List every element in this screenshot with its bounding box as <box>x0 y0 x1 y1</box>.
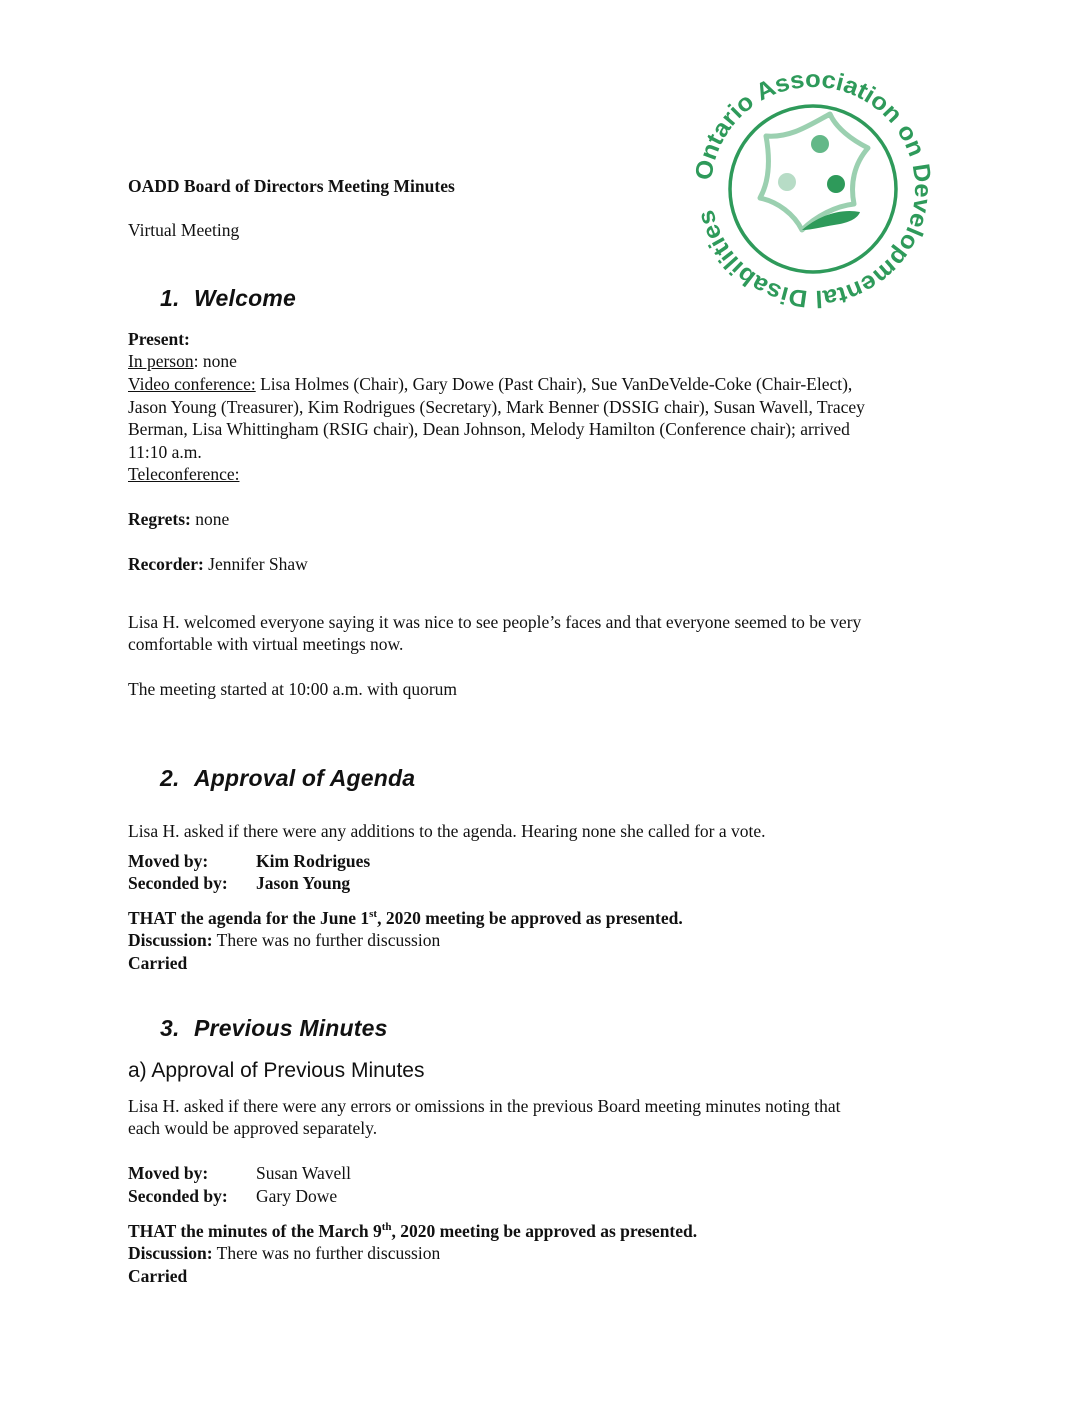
recorder-value: Jennifer Shaw <box>203 554 308 574</box>
section-heading-welcome <box>160 287 296 310</box>
minutes-paragraph-line-1: Lisa H. asked if there were any errors or omissions in the previous Board meeting minutes noting that <box>128 1096 841 1116</box>
minutes-result: Carried <box>128 1266 188 1286</box>
section-title: Welcome <box>194 285 296 311</box>
motion-text: THAT the minutes of the March 9 <box>128 1221 382 1241</box>
in-person-value: : none <box>193 351 237 371</box>
moved-by-value: Susan Wavell <box>256 1163 351 1183</box>
moved-by-row <box>128 850 370 873</box>
oadd-logo <box>690 66 936 312</box>
seconded-by-value: Jason Young <box>256 873 351 893</box>
discussion-label: Discussion: <box>128 1243 213 1263</box>
discussion-value: There was no further discussion <box>212 1243 441 1263</box>
video-line-4: 11:10 a.m. <box>128 442 202 462</box>
seconded-by-label: Seconded by: <box>128 1186 228 1206</box>
logo-dot-left <box>778 173 796 191</box>
minutes-motion <box>128 1220 697 1243</box>
meeting-type: Virtual Meeting <box>128 220 240 240</box>
logo-text: Ontario Association on Developmental Disabilities <box>690 66 936 312</box>
motion-superscript: th <box>381 1221 392 1234</box>
logo-dot-top <box>811 135 829 153</box>
section-number: 1. <box>160 285 180 311</box>
video-conference-value: Lisa Holmes (Chair), Gary Dowe (Past Chair), Sue VanDeVelde-Coke (Chair-Elect), <box>255 374 853 394</box>
motion-superscript: st <box>369 908 378 921</box>
regrets-label: Regrets: <box>128 509 191 529</box>
seconded-by-label: Seconded by: <box>128 873 228 893</box>
section-heading-previous-minutes <box>160 1017 388 1040</box>
recorder-line <box>128 553 308 576</box>
seconded-by-row <box>128 1185 337 1208</box>
logo-ring <box>730 106 896 272</box>
moved-by-value: Kim Rodrigues <box>256 851 371 871</box>
motion-text-end: , 2020 meeting be approved as presented. <box>377 908 683 928</box>
recorder-label: Recorder: <box>128 554 204 574</box>
section-number: 2. <box>160 765 180 791</box>
moved-by-label: Moved by: <box>128 1163 209 1183</box>
present-label: Present: <box>128 329 190 349</box>
moved-by-label: Moved by: <box>128 851 209 871</box>
seconded-by-value: Gary Dowe <box>256 1186 338 1206</box>
video-line-3: Berman, Lisa Whittingham (RSIG chair), Dean Johnson, Melody Hamilton (Conference chair); arrived <box>128 419 850 439</box>
video-line-2: Jason Young (Treasurer), Kim Rodrigues (Secretary), Mark Benner (DSSIG chair), Susan Wavell, Tracey <box>128 397 865 417</box>
regrets-line <box>128 508 229 531</box>
agenda-result: Carried <box>128 953 188 973</box>
teleconference-label: Teleconference: <box>128 464 240 484</box>
subsection-heading: a) Approval of Previous Minutes <box>128 1059 425 1082</box>
welcome-paragraph-line-1: Lisa H. welcomed everyone saying it was nice to see people’s faces and that everyone seemed to be very <box>128 612 862 632</box>
video-line-1 <box>128 373 852 396</box>
in-person-line <box>128 350 237 373</box>
motion-text: THAT the agenda for the June 1 <box>128 908 370 928</box>
quorum-paragraph: The meeting started at 10:00 a.m. with quorum <box>128 679 458 699</box>
logo-dot-right <box>827 175 845 193</box>
agenda-motion <box>128 907 683 930</box>
section-title: Previous Minutes <box>194 1015 388 1041</box>
agenda-discussion <box>128 929 440 952</box>
motion-text-end: , 2020 meeting be approved as presented. <box>391 1221 698 1241</box>
agenda-paragraph: Lisa H. asked if there were any additions to the agenda. Hearing none she called for a vote. <box>128 821 766 841</box>
section-heading-agenda <box>160 767 415 790</box>
regrets-value: none <box>190 509 230 529</box>
section-number: 3. <box>160 1015 180 1041</box>
minutes-paragraph-line-2: each would be approved separately. <box>128 1118 378 1138</box>
discussion-value: There was no further discussion <box>212 930 441 950</box>
seconded-by-row <box>128 872 350 895</box>
section-title: Approval of Agenda <box>194 765 416 791</box>
moved-by-row <box>128 1162 351 1185</box>
discussion-label: Discussion: <box>128 930 213 950</box>
video-conference-label: Video conference: <box>128 374 256 394</box>
document-title: OADD Board of Directors Meeting Minutes <box>128 176 455 196</box>
minutes-discussion <box>128 1242 440 1265</box>
in-person-label: In person <box>128 351 194 371</box>
welcome-paragraph-line-2: comfortable with virtual meetings now. <box>128 634 404 654</box>
